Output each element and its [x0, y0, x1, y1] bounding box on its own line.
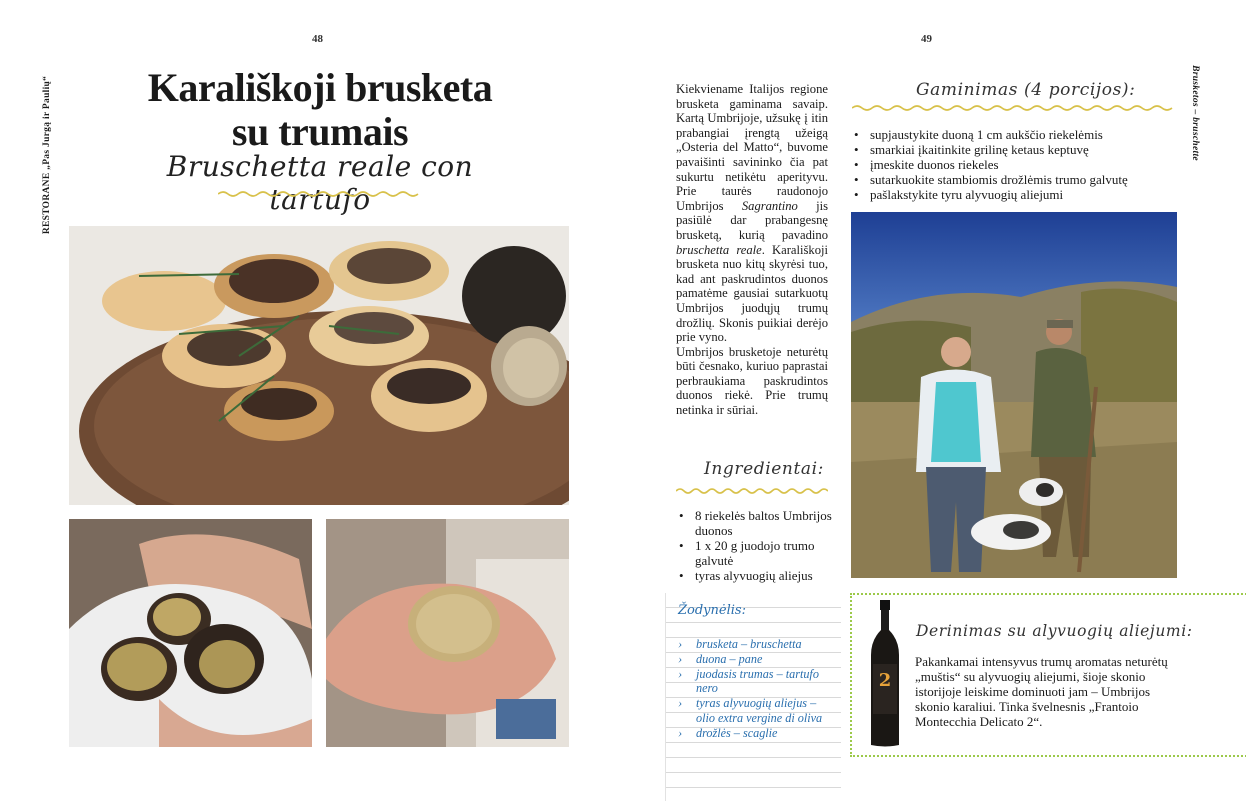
- page-number-right: 49: [921, 33, 932, 45]
- page-number-left: 48: [312, 33, 323, 45]
- intro-text-run: . Karališkoji brusketa nuo kitų skyrėsi tuo, kad ant paskrudintos duonos pamatėme gausiai sutarkuotų Umbrijos juodųjų trumų drožlių. Skonis puikiai derėjo prie vyno.: [676, 242, 828, 345]
- vocabulary-heading: Žodynėlis:: [678, 603, 746, 618]
- preparation-step: • supjaustykite duoną 1 cm aukščio riekelėmis: [850, 127, 1180, 142]
- vocabulary-item: › brusketa – bruschetta: [678, 637, 838, 652]
- truffles-in-hand-photo: [69, 519, 312, 747]
- ingredients-heading: Ingredientai:: [704, 459, 824, 479]
- vocabulary-item: › juodasis trumas – tartufo nero: [678, 667, 838, 697]
- ingredient-item: • 8 riekelės baltos Umbrijos duonos: [675, 508, 835, 538]
- preparation-steps: [850, 127, 1180, 202]
- ingredients-wave-divider: [676, 487, 828, 495]
- intro-text-run: jis pasiūlė dar prabangesnę brusketą, kurią pavadino: [676, 198, 828, 242]
- bottle-label-number: 2: [878, 670, 892, 691]
- dish-italian-name: bruschetta reale: [676, 242, 762, 257]
- recipe-title-line1: Karališkoji brusketa: [147, 65, 493, 110]
- bruschetta-platter-photo: [69, 226, 569, 505]
- preparation-step: • sutarkuokite stambiomis drožlėmis trumo galvutę: [850, 172, 1180, 187]
- truffle-hunters-photo: [851, 212, 1177, 578]
- italian-title: Bruschetta reale con tartufo: [166, 150, 474, 216]
- sliced-truffle-photo: [326, 519, 569, 747]
- intro-text-run: Kiekviename Italijos regione brusketa gaminama savaip. Kartą Umbrijoje, užsukę į itin prabangiai įrengtą užeigą „Osteria del Matto“, buvome pavaišinti savininko čia pat sukurtu netikėtu aperityvu. Prie taurės raudonojo Umbrijos: [676, 82, 828, 213]
- side-label-left: RESTORANE „Pas Jurgą ir Paulių“: [42, 75, 52, 235]
- ingredient-item: • tyras alyvuogių aliejus: [675, 568, 835, 583]
- ingredients-list: [675, 508, 835, 583]
- vocabulary-item: › tyras alyvuogių aliejus – olio extra vergine di oliva: [678, 696, 838, 726]
- pairing-text: Pakankamai intensyvus trumų aromatas neturėtų „muštis“ su alyvuogių aliejumi, šioje skonio istorijoje leiskime dominuoti jam – Umbrijos skonio karaliui. Tinka švelnesnis „Frantoio Montecchia Delicato 2“.: [915, 654, 1168, 729]
- vocabulary-item: › duona – pane: [678, 652, 838, 667]
- vocabulary-list: [678, 637, 838, 741]
- preparation-heading: Gaminimas (4 porcijos):: [916, 80, 1136, 100]
- vocabulary-item: › drožlės – scaglie: [678, 726, 838, 741]
- pairing-heading: Derinimas su alyvuogių aliejumi:: [916, 622, 1193, 640]
- preparation-step: • pašlakstykite tyru alyvuogių aliejumi: [850, 187, 1180, 202]
- side-label-right: Brusketos – bruschette: [1190, 65, 1200, 161]
- preparation-step: • smarkiai įkaitinkite grilinę ketaus keptuvę: [850, 142, 1180, 157]
- recipe-title: [100, 66, 540, 154]
- vocabulary-box: [665, 593, 841, 801]
- intro-paragraph-1: [676, 82, 828, 345]
- wine-name: Sagrantino: [741, 198, 798, 213]
- ingredient-item: • 1 x 20 g juodojo trumo galvutė: [675, 538, 835, 568]
- intro-paragraph-2: Umbrijos brusketoje neturėtų būti česnako, kuriuo paprastai perbraukiama paskrudintos duonos riekė. Prie trumų netinka ir sūriai.: [676, 344, 828, 418]
- olive-oil-bottle-image: [868, 600, 902, 748]
- intro-text: [676, 82, 828, 418]
- preparation-step: • įmeskite duonos riekeles: [850, 157, 1180, 172]
- recipe-title-line2: su trumais: [231, 109, 409, 154]
- preparation-wave-divider: [852, 104, 1178, 112]
- title-wave-divider: [218, 190, 420, 198]
